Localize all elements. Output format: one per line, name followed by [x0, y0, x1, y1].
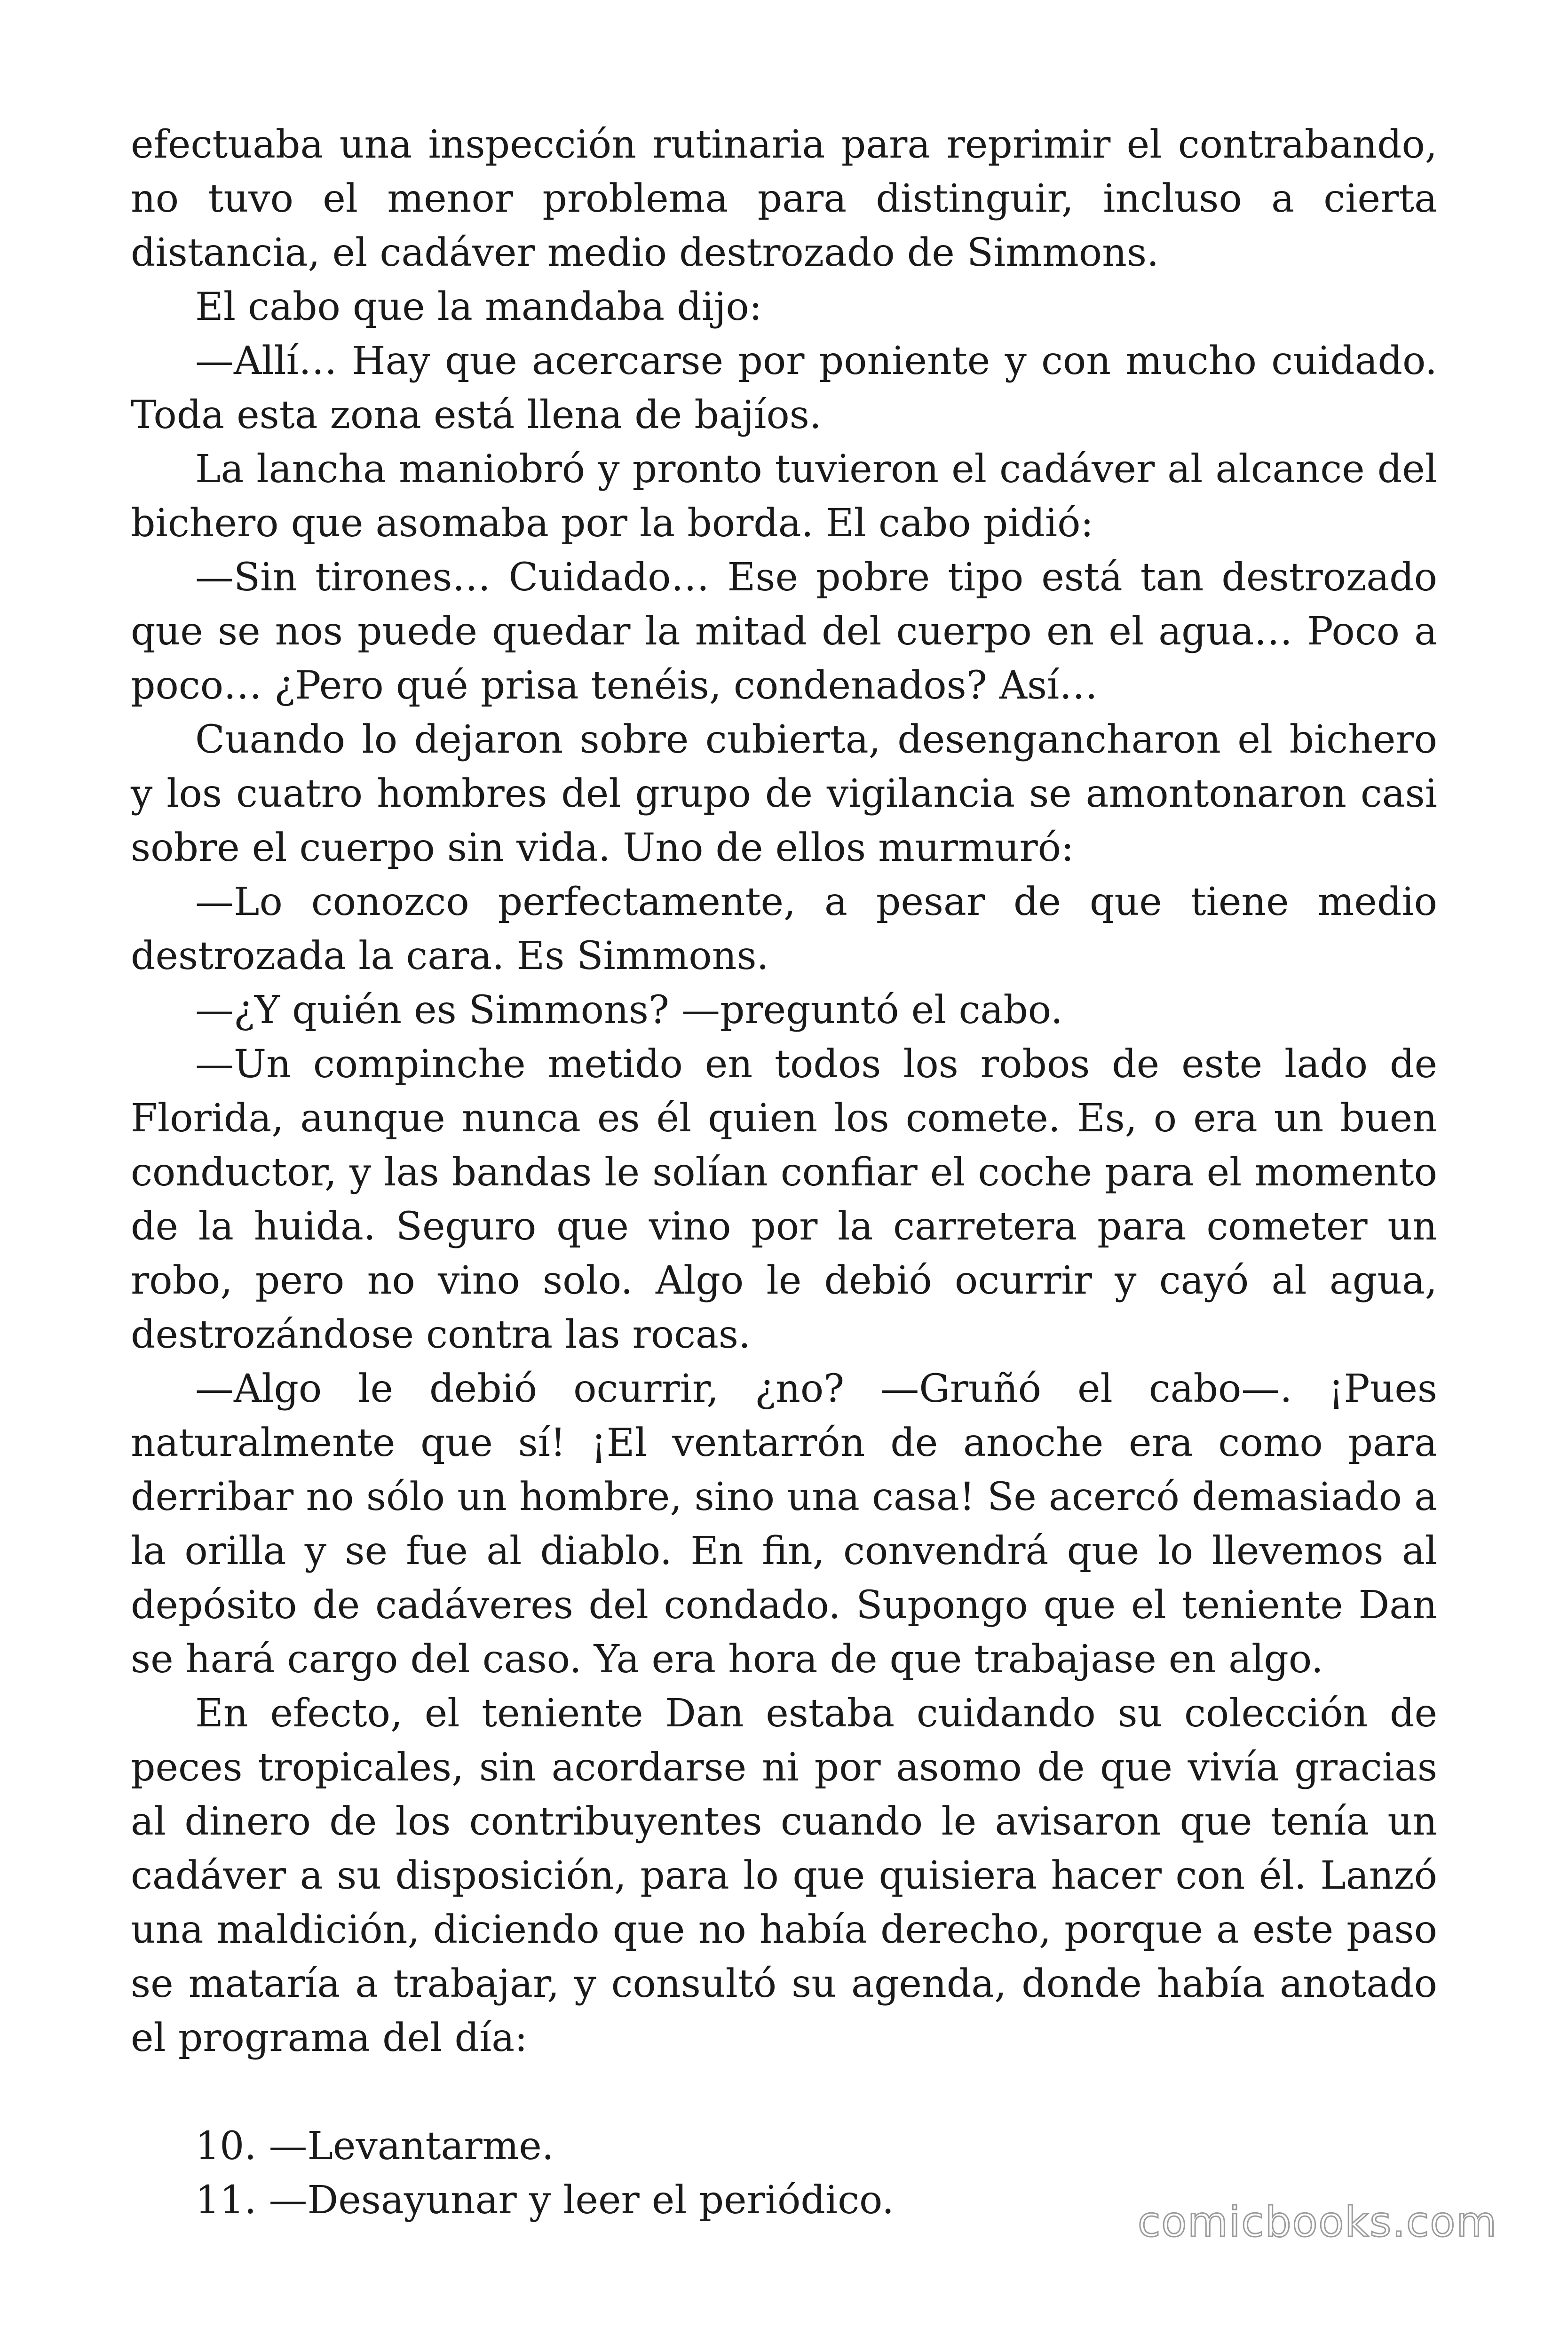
paragraph: Cuando lo dejaron sobre cubierta, desengancharon el bichero y los cuatro hombres del grupo de vigilancia se amontonaron casi sobre el cuerpo sin vida. Uno de ellos murmuró: — [131, 717, 1437, 870]
list-item: 11. —Desayunar y leer el periódico. — [195, 2178, 895, 2223]
list-item: 10. —Levantarme. — [195, 2124, 554, 2169]
paragraph: En efecto, el teniente Dan estaba cuidando su colección de peces tropicales, sin acordarse ni por asomo de que vivía gracias al dinero de los contribuyentes cuando le avisaron que tenía un cadáver a su disposición, para lo que quisiera hacer con él. Lanzó una maldición, diciendo que no había derecho, porque a este paso se mataría a trabajar, y consultó su agenda, donde había anotado el programa del día: — [131, 1691, 1437, 2060]
paragraph: —Lo conozco perfectamente, a pesar de que tiene medio destrozada la cara. Es Simmons. — [131, 880, 1437, 978]
paragraph: —Allí… Hay que acercarse por poniente y con mucho cuidado. Toda esta zona está llena de bajíos. — [131, 339, 1437, 437]
paragraph: El cabo que la mandaba dijo: — [195, 285, 762, 329]
paragraph: La lancha maniobró y pronto tuvieron el cadáver al alcance del bichero que asomaba por la borda. El cabo pidió: — [131, 447, 1437, 546]
paragraph: —Algo le debió ocurrir, ¿no? —Gruñó el cabo—. ¡Pues naturalmente que sí! ¡El ventarrón de anoche era como para derribar no sólo un hombre, sino una casa! Se acercó demasiado a la orilla y se fue al diablo. En fin, convendrá que lo llevemos al depósito de cadáveres del condado. Supongo que el teniente Dan se hará cargo del caso. Ya era hora de que trabajase en algo. — [131, 1367, 1437, 1682]
paragraph: efectuaba una inspección rutinaria para reprimir el contrabando, no tuvo el menor problema para distinguir, incluso a cierta distancia, el cadáver medio destrozado de Simmons. — [131, 122, 1437, 275]
paragraph: —¿Y quién es Simmons? —preguntó el cabo. — [195, 988, 1063, 1033]
page-body — [131, 118, 1437, 2227]
paragraph: —Un compinche metido en todos los robos de este lado de Florida, aunque nunca es él quien los comete. Es, o era un buen conductor, y las bandas le solían confiar el coche para el momento de la huida. Seguro que vino por la carretera para cometer un robo, pero no vino solo. Algo le debió ocurrir y cayó al agua, destrozándose contra las rocas. — [131, 1042, 1437, 1357]
paragraph: —Sin tirones… Cuidado… Ese pobre tipo está tan destrozado que se nos puede quedar la mitad del cuerpo en el agua… Poco a poco… ¿Pero qué prisa tenéis, condenados? Así… — [131, 555, 1437, 708]
watermark: comicbooks.com — [1137, 2198, 1497, 2246]
